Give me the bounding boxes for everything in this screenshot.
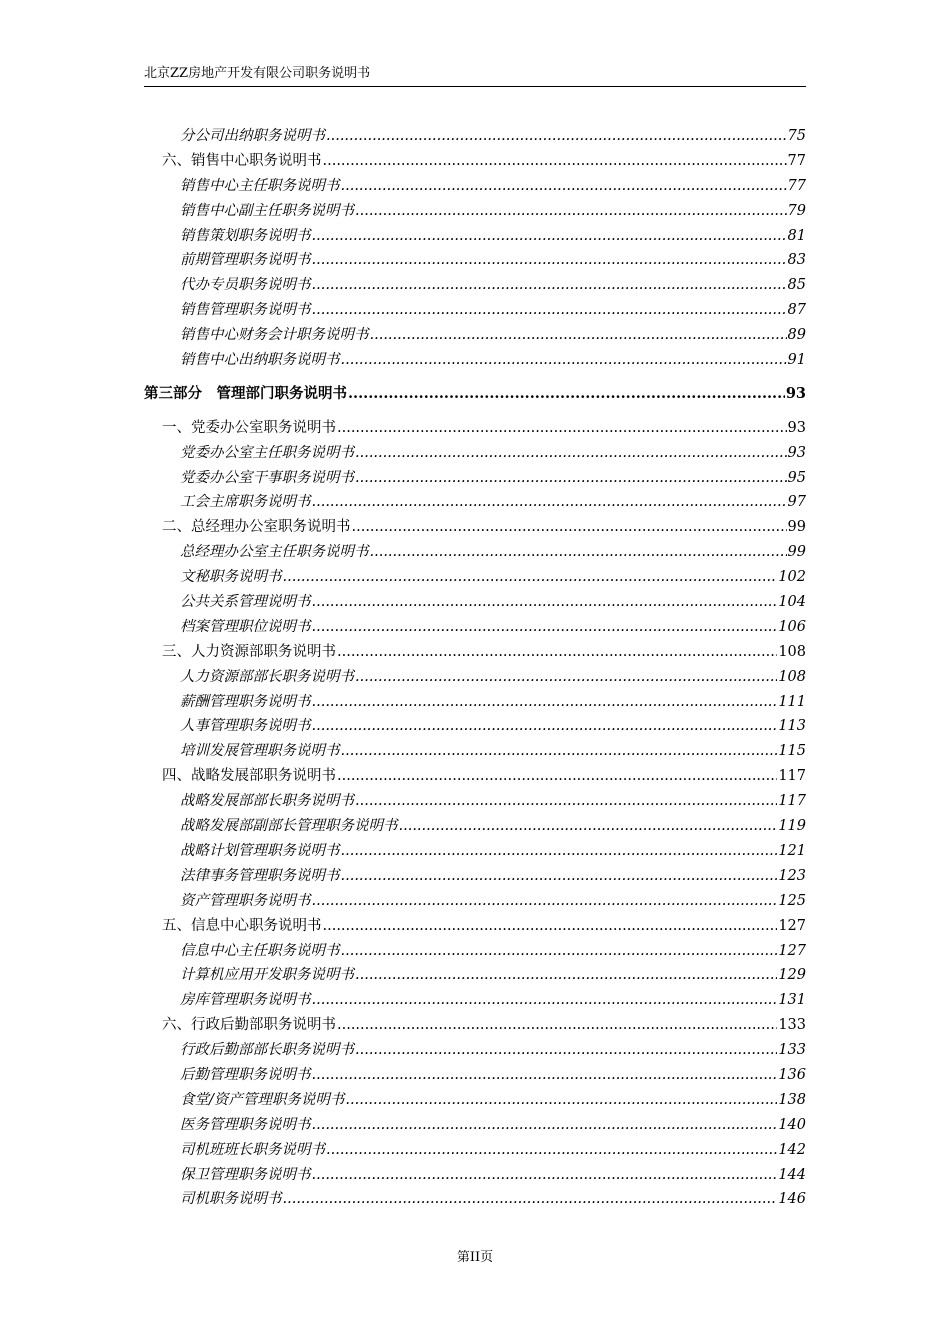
toc-entry-page: 131 — [778, 992, 806, 1009]
toc-entry[interactable] — [144, 1138, 806, 1163]
toc-leader-dots — [370, 323, 787, 348]
toc-entry[interactable] — [144, 149, 806, 174]
toc-leader-dots — [355, 789, 777, 814]
toc-leader-dots — [355, 466, 787, 491]
toc-entry-page: 117 — [778, 768, 806, 785]
toc-leader-dots — [370, 540, 787, 565]
toc-entry-title: 销售中心出纳职务说明书 — [180, 352, 340, 369]
toc-entry-title: 六、销售中心职务说明书 — [162, 152, 322, 169]
toc-leader-dots — [312, 1113, 778, 1138]
toc-entry[interactable] — [144, 565, 806, 590]
toc-leader-dots — [283, 565, 778, 590]
toc-entry-title: 人事管理职务说明书 — [180, 718, 311, 735]
toc-leader-dots — [355, 1038, 777, 1063]
toc-entry-title: 销售策划职务说明书 — [180, 227, 311, 244]
toc-leader-dots — [312, 1163, 778, 1188]
toc-leader-dots — [312, 714, 778, 739]
toc-entry-page: 102 — [778, 569, 806, 586]
toc-leader-dots — [312, 1063, 778, 1088]
toc-entry[interactable] — [144, 323, 806, 348]
toc-entry-page: 136 — [778, 1066, 806, 1083]
toc-entry-page: 77 — [787, 177, 806, 194]
toc-entry-page: 146 — [778, 1191, 806, 1208]
toc-entry[interactable] — [144, 1187, 806, 1212]
toc-entry-page: 104 — [778, 594, 806, 611]
toc-leader-dots — [341, 839, 778, 864]
toc-entry-title: 房库管理职务说明书 — [180, 992, 311, 1009]
toc-entry[interactable] — [144, 466, 806, 491]
toc-entry-page: 119 — [778, 818, 806, 835]
page-number: 第II页 — [456, 1250, 494, 1265]
toc-entry-title: 总经理办公室主任职务说明书 — [180, 544, 369, 561]
page-footer — [0, 1246, 950, 1265]
toc-entry[interactable] — [144, 124, 806, 149]
toc-entry[interactable] — [144, 490, 806, 515]
toc-leader-dots — [341, 348, 787, 373]
toc-leader-dots — [352, 515, 787, 540]
toc-entry-title: 战略发展部部长职务说明书 — [180, 793, 354, 810]
toc-entry-title: 后勤管理职务说明书 — [180, 1066, 311, 1083]
toc-entry-page: 106 — [778, 618, 806, 635]
toc-leader-dots — [326, 124, 787, 149]
toc-entry-title: 销售中心财务会计职务说明书 — [180, 327, 369, 344]
toc-entry-page: 127 — [778, 917, 806, 934]
toc-entry-title: 信息中心主任职务说明书 — [180, 942, 340, 959]
toc-entry-title: 四、战略发展部职务说明书 — [162, 768, 336, 785]
toc-leader-dots — [312, 273, 787, 298]
toc-leader-dots — [312, 590, 778, 615]
toc-entry[interactable] — [144, 348, 806, 373]
toc-entry[interactable] — [144, 1163, 806, 1188]
toc-entry-page: 113 — [778, 718, 806, 735]
toc-entry[interactable] — [144, 1038, 806, 1063]
toc-entry[interactable] — [144, 174, 806, 199]
toc-leader-dots — [323, 914, 778, 939]
toc-entry[interactable] — [144, 540, 806, 565]
toc-entry-title: 文秘职务说明书 — [180, 569, 282, 586]
table-of-contents — [144, 124, 806, 1212]
toc-entry[interactable] — [144, 248, 806, 273]
toc-entry-page: 97 — [787, 494, 806, 511]
toc-leader-dots — [312, 615, 778, 640]
toc-entry-title: 资产管理职务说明书 — [180, 892, 311, 909]
toc-entry[interactable] — [144, 939, 806, 964]
toc-entry-title: 公共关系管理说明书 — [180, 594, 311, 611]
toc-entry-title: 法律事务管理职务说明书 — [180, 867, 340, 884]
toc-entry[interactable] — [144, 515, 806, 540]
toc-leader-dots — [348, 382, 785, 407]
toc-entry-page: 99 — [787, 519, 806, 536]
toc-entry-page: 108 — [778, 643, 806, 660]
toc-entry-page: 129 — [778, 967, 806, 984]
toc-leader-dots — [283, 1187, 778, 1212]
toc-entry-page: 108 — [778, 668, 806, 685]
toc-entry-page: 77 — [787, 152, 806, 169]
toc-entry[interactable] — [144, 298, 806, 323]
toc-entry[interactable] — [144, 1113, 806, 1138]
toc-entry-title: 党委办公室干事职务说明书 — [180, 469, 354, 486]
toc-entry[interactable] — [144, 864, 806, 889]
toc-entry-page: 127 — [778, 942, 806, 959]
toc-entry-title: 司机班班长职务说明书 — [180, 1141, 325, 1158]
toc-entry-page: 95 — [787, 469, 806, 486]
toc-entry-page: 123 — [778, 867, 806, 884]
toc-entry[interactable] — [144, 889, 806, 914]
toc-entry[interactable] — [144, 273, 806, 298]
toc-entry-page: 111 — [778, 693, 806, 710]
toc-entry-title: 战略计划管理职务说明书 — [180, 842, 340, 859]
toc-entry-title: 代办专员职务说明书 — [180, 277, 311, 294]
toc-entry-page: 133 — [778, 1017, 806, 1034]
toc-leader-dots — [337, 640, 777, 665]
toc-leader-dots — [345, 1088, 777, 1113]
toc-entry-title: 食堂/资产管理职务说明书 — [180, 1091, 345, 1108]
toc-entry[interactable] — [144, 739, 806, 764]
toc-entry-page: 93 — [787, 419, 806, 436]
toc-entry-page: 93 — [785, 384, 806, 402]
toc-entry[interactable] — [144, 839, 806, 864]
toc-entry[interactable] — [144, 615, 806, 640]
toc-entry-title: 工会主席职务说明书 — [180, 494, 311, 511]
toc-entry-title: 六、行政后勤部职务说明书 — [162, 1017, 336, 1034]
toc-entry-page: 99 — [787, 544, 806, 561]
toc-entry[interactable] — [144, 814, 806, 839]
toc-entry-page: 85 — [787, 277, 806, 294]
toc-entry-page: 81 — [787, 227, 806, 244]
toc-leader-dots — [337, 1013, 777, 1038]
toc-entry-title: 销售中心副主任职务说明书 — [180, 202, 354, 219]
toc-entry[interactable] — [144, 764, 806, 789]
toc-entry-title: 分公司出纳职务说明书 — [180, 128, 325, 144]
page-header — [144, 64, 806, 87]
toc-entry-title: 一、党委办公室职务说明书 — [162, 419, 336, 436]
toc-leader-dots — [312, 690, 778, 715]
toc-entry[interactable] — [144, 1063, 806, 1088]
toc-entry-page: 125 — [778, 892, 806, 909]
toc-entry-page: 87 — [787, 302, 806, 319]
toc-entry-page: 93 — [787, 444, 806, 461]
toc-entry-title: 第三部分 管理部门职务说明书 — [144, 384, 347, 402]
toc-entry-title: 保卫管理职务说明书 — [180, 1166, 311, 1183]
toc-entry-title: 五、信息中心职务说明书 — [162, 917, 322, 934]
toc-entry-page: 144 — [778, 1166, 806, 1183]
toc-entry-page: 121 — [778, 842, 806, 859]
toc-leader-dots — [337, 416, 787, 441]
toc-entry[interactable] — [144, 914, 806, 939]
toc-leader-dots — [355, 441, 787, 466]
toc-leader-dots — [312, 988, 778, 1013]
toc-entry-page: 138 — [778, 1091, 806, 1108]
toc-entry[interactable] — [144, 382, 806, 407]
toc-entry-title: 行政后勤部部长职务说明书 — [180, 1042, 354, 1059]
toc-leader-dots — [355, 963, 777, 988]
toc-entry[interactable] — [144, 1088, 806, 1113]
toc-entry-title: 销售中心主任职务说明书 — [180, 177, 340, 194]
toc-entry[interactable] — [144, 988, 806, 1013]
toc-entry-title: 培训发展管理职务说明书 — [180, 743, 340, 760]
toc-entry-title: 战略发展部副部长管理职务说明书 — [180, 818, 398, 835]
toc-entry-page: 79 — [787, 202, 806, 219]
toc-leader-dots — [312, 298, 787, 323]
toc-entry-title: 二、总经理办公室职务说明书 — [162, 519, 351, 536]
toc-entry-page: 89 — [787, 327, 806, 344]
toc-leader-dots — [312, 490, 787, 515]
toc-leader-dots — [355, 665, 777, 690]
toc-entry-title: 销售管理职务说明书 — [180, 302, 311, 319]
toc-entry[interactable] — [144, 665, 806, 690]
toc-entry-title: 薪酬管理职务说明书 — [180, 693, 311, 710]
toc-entry-page: 83 — [787, 252, 806, 269]
toc-entry[interactable] — [144, 640, 806, 665]
toc-leader-dots — [323, 149, 787, 174]
toc-leader-dots — [312, 224, 787, 249]
toc-entry-page: 142 — [778, 1141, 806, 1158]
toc-leader-dots — [341, 864, 778, 889]
toc-entry[interactable] — [144, 590, 806, 615]
toc-entry-title: 计算机应用开发职务说明书 — [180, 967, 354, 984]
toc-leader-dots — [337, 764, 777, 789]
toc-entry-title: 人力资源部部长职务说明书 — [180, 668, 354, 685]
toc-entry[interactable] — [144, 199, 806, 224]
toc-entry-page: 140 — [778, 1116, 806, 1133]
toc-leader-dots — [355, 199, 787, 224]
toc-leader-dots — [341, 174, 787, 199]
toc-leader-dots — [312, 889, 778, 914]
toc-entry-title: 三、人力资源部职务说明书 — [162, 643, 336, 660]
toc-entry[interactable] — [144, 224, 806, 249]
toc-entry-title: 档案管理职位说明书 — [180, 618, 311, 635]
toc-entry-page: 133 — [778, 1042, 806, 1059]
toc-entry[interactable] — [144, 416, 806, 441]
toc-entry-page: 91 — [787, 352, 806, 369]
toc-leader-dots — [341, 739, 778, 764]
toc-leader-dots — [399, 814, 778, 839]
header-title: 北京ZZ房地产开发有限公司职务说明书 — [144, 66, 371, 81]
toc-entry-title: 司机职务说明书 — [180, 1191, 282, 1208]
toc-entry-title: 前期管理职务说明书 — [180, 252, 311, 269]
toc-entry-page: 75 — [787, 128, 806, 144]
toc-leader-dots — [312, 248, 787, 273]
toc-leader-dots — [326, 1138, 777, 1163]
toc-entry[interactable] — [144, 690, 806, 715]
toc-entry-title: 党委办公室主任职务说明书 — [180, 444, 354, 461]
toc-entry[interactable] — [144, 441, 806, 466]
toc-entry-page: 117 — [778, 793, 806, 810]
toc-leader-dots — [341, 939, 778, 964]
toc-entry-page: 115 — [778, 743, 806, 760]
toc-entry[interactable] — [144, 1013, 806, 1038]
toc-entry-title: 医务管理职务说明书 — [180, 1116, 311, 1133]
toc-entry[interactable] — [144, 714, 806, 739]
toc-entry[interactable] — [144, 963, 806, 988]
toc-entry[interactable] — [144, 789, 806, 814]
